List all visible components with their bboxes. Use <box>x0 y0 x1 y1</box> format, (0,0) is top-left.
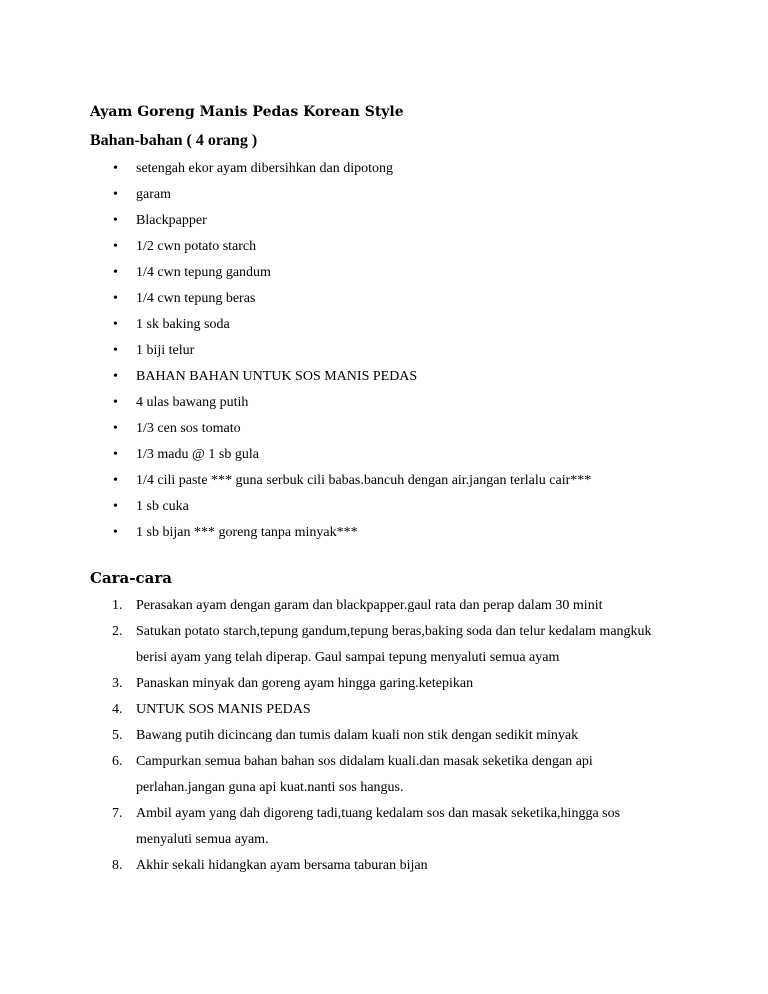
step-item <box>0 671 768 697</box>
step-item <box>0 749 768 801</box>
bullet-marker: • <box>113 369 118 384</box>
step-number: 3. <box>112 676 123 691</box>
bullet-marker: • <box>113 265 118 280</box>
ingredient-text: 1/3 madu @ 1 sb gula <box>136 447 259 462</box>
step-item <box>0 723 768 749</box>
ingredient-text: 1 sk baking soda <box>136 317 230 332</box>
ingredient-text: 1 biji telur <box>136 343 195 358</box>
step-text: Perasakan ayam dengan garam dan blackpapper.gaul rata dan perap dalam 30 minit <box>136 598 603 613</box>
ingredient-text: 1/2 cwn potato starch <box>136 239 257 254</box>
bullet-marker: • <box>113 395 118 410</box>
step-text: UNTUK SOS MANIS PEDAS <box>136 702 311 717</box>
step-text: Satukan potato starch,tepung gandum,tepung beras,baking soda dan telur kedalam mangkuk berisi ayam yang telah diperap. Gaul sampai tepung menyaluti semua ayam <box>136 624 652 665</box>
bullet-marker: • <box>113 421 118 436</box>
step-number: 2. <box>112 624 123 639</box>
ingredient-text: 1 sb cuka <box>136 499 189 514</box>
ingredient-text: 1/4 cwn tepung gandum <box>136 265 271 280</box>
method-steps-list <box>0 593 768 879</box>
bullet-marker: • <box>113 161 118 176</box>
ingredient-text: garam <box>136 187 171 202</box>
step-number: 6. <box>112 754 123 769</box>
method-heading: Cara-cara <box>90 569 172 587</box>
bullet-marker: • <box>113 317 118 332</box>
step-number: 1. <box>112 598 123 613</box>
step-text: Bawang putih dicincang dan tumis dalam kuali non stik dengan sedikit minyak <box>136 728 579 743</box>
step-number: 7. <box>112 806 123 821</box>
ingredient-text: 1/4 cili paste *** guna serbuk cili babas.bancuh dengan air.jangan terlalu cair*** <box>136 473 592 488</box>
ingredient-text: Blackpapper <box>136 213 207 228</box>
bullet-marker: • <box>113 187 118 202</box>
step-item <box>0 853 768 879</box>
step-text: Ambil ayam yang dah digoreng tadi,tuang kedalam sos dan masak seketika,hingga sos menyaluti semua ayam. <box>136 806 621 847</box>
step-number: 4. <box>112 702 123 717</box>
bullet-marker: • <box>113 213 118 228</box>
ingredient-text: setengah ekor ayam dibersihkan dan dipotong <box>136 161 393 176</box>
bullet-marker: • <box>113 343 118 358</box>
step-text: Panaskan minyak dan goreng ayam hingga garing.ketepikan <box>136 676 474 691</box>
step-text: Campurkan semua bahan bahan sos didalam kuali.dan masak seketika dengan api perlahan.jangan guna api kuat.nanti sos hangus. <box>136 754 593 795</box>
step-item <box>0 697 768 723</box>
bullet-marker: • <box>113 291 118 306</box>
step-text: Akhir sekali hidangkan ayam bersama taburan bijan <box>136 858 428 873</box>
bullet-marker: • <box>113 473 118 488</box>
step-item <box>0 801 768 853</box>
ingredient-text: 1 sb bijan *** goreng tanpa minyak*** <box>136 525 358 540</box>
recipe-title: Ayam Goreng Manis Pedas Korean Style <box>90 104 404 120</box>
step-number: 5. <box>112 728 123 743</box>
ingredients-heading: Bahan-bahan ( 4 orang ) <box>90 132 258 149</box>
step-item <box>0 593 768 619</box>
bullet-marker: • <box>113 499 118 514</box>
ingredient-text: 1/3 cen sos tomato <box>136 421 241 436</box>
ingredient-text: 1/4 cwn tepung beras <box>136 291 256 306</box>
step-item <box>0 619 768 671</box>
step-number: 8. <box>112 858 123 873</box>
ingredient-text: BAHAN BAHAN UNTUK SOS MANIS PEDAS <box>136 369 418 384</box>
bullet-marker: • <box>113 239 118 254</box>
bullet-marker: • <box>113 525 118 540</box>
ingredient-text: 4 ulas bawang putih <box>136 395 249 410</box>
bullet-marker: • <box>113 447 118 462</box>
